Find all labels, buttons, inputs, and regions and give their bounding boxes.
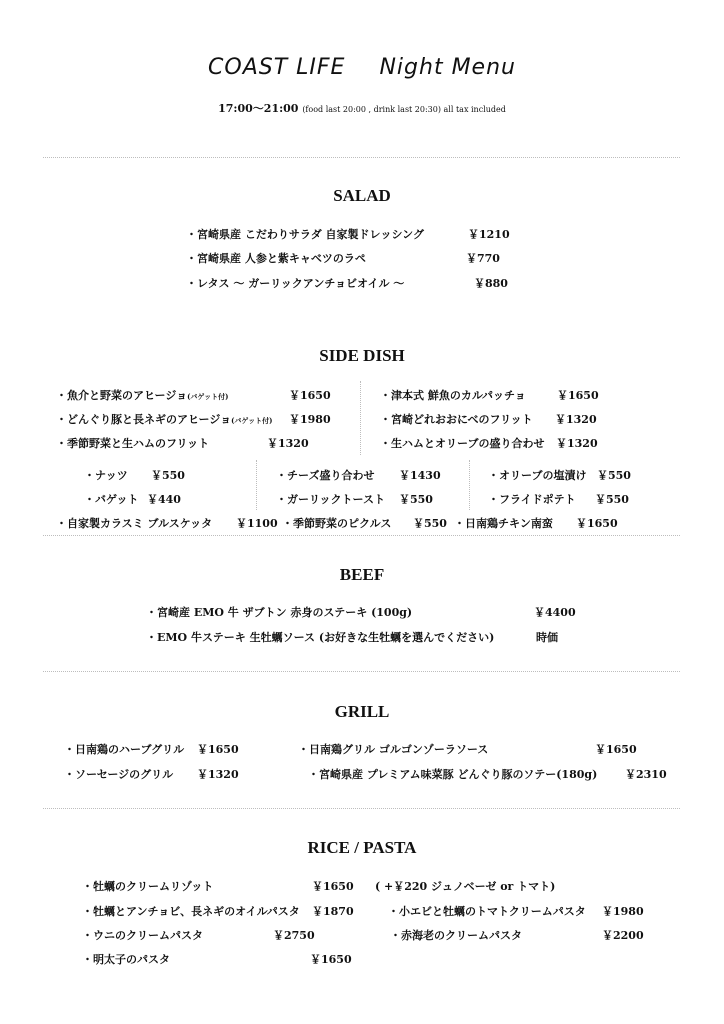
salad-item-name: ・宮崎県産 人参と紫キャベツのラペ: [186, 252, 366, 265]
side-item-price: ￥1980: [289, 413, 331, 426]
beef-item-name: ・EMO 牛ステーキ 生牡蠣ソース (お好きな生牡蠣を選んでください): [146, 631, 495, 644]
side-item-name: ・宮崎どれおおにべのフリット: [380, 413, 533, 426]
side-item-name: ・季節野菜と生ハムのフリット: [56, 437, 210, 450]
snack-item-price: ￥550: [597, 469, 631, 482]
grill-heading: GRILL: [334, 702, 390, 721]
grill-item-name: ・日南鶏グリル ゴルゴンゾーラソース: [298, 743, 489, 756]
hours-note: (food last 20:00 , drink last 20:30) all tax included: [302, 105, 506, 114]
pasta-item-name: ・ウニのクリームパスタ: [82, 929, 203, 942]
pasta-item-name: ・小エビと牡蠣のトマトクリームパスタ: [388, 905, 586, 918]
divider: [43, 671, 680, 672]
pasta-item-name: ・明太子のパスタ: [82, 953, 170, 966]
side-item-name: ・日南鶏チキン南蛮: [454, 517, 553, 530]
pasta-item-price: ￥1650: [310, 953, 352, 966]
column-divider: [256, 460, 257, 510]
pasta-item-name: ・牡蠣とアンチョビ、長ネギのオイルパスタ: [82, 905, 300, 918]
pasta-item-price: ￥1650: [312, 880, 354, 893]
pasta-item-price: ￥2200: [602, 929, 644, 942]
column-divider: [360, 381, 361, 455]
snack-item-price: ￥1430: [399, 469, 441, 482]
menu-name: Night Menu: [379, 55, 516, 80]
pasta-item-price: ￥2750: [273, 929, 315, 942]
grill-item-name: ・日南鶏のハーブグリル: [64, 743, 185, 756]
snack-item-price: ￥550: [595, 493, 629, 506]
pasta-item-name: ・牡蠣のクリームリゾット: [82, 880, 214, 893]
pasta-item-name: ・赤海老のクリームパスタ: [390, 929, 522, 942]
snack-item-price: ￥440: [147, 493, 181, 506]
snack-item-name: ・フライドポテト: [488, 493, 576, 506]
side-item-name: ・魚介と野菜のアヒージョ(バゲット付): [56, 389, 229, 402]
side-item-name: ・生ハムとオリーブの盛り合わせ: [380, 437, 545, 450]
side-item-price: ￥1650: [289, 389, 331, 402]
risotto-option: ( +￥220 ジュノベーゼ or トマト): [375, 880, 556, 893]
side-item-price: ￥1320: [555, 413, 597, 426]
divider: [43, 535, 680, 536]
rice-pasta-heading: RICE / PASTA: [307, 838, 417, 857]
salad-heading: SALAD: [333, 186, 391, 205]
side-item-price: ￥1650: [557, 389, 599, 402]
side-item-name: ・自家製カラスミ ブルスケッタ: [56, 517, 213, 530]
snack-item-price: ￥550: [151, 469, 185, 482]
salad-item-name: ・レタス ～ ガーリックアンチョビオイル ～: [186, 277, 405, 290]
grill-item-price: ￥1320: [197, 768, 239, 781]
grill-item-price: ￥1650: [595, 743, 637, 756]
beef-heading: BEEF: [339, 565, 385, 584]
side-item-name: ・津本式 鮮魚のカルパッチョ: [380, 389, 526, 402]
side-item-price: ￥1650: [576, 517, 618, 530]
salad-item-name: ・宮崎県産 こだわりサラダ 自家製ドレッシング: [186, 228, 424, 241]
divider: [43, 157, 680, 158]
snack-item-name: ・チーズ盛り合わせ: [276, 469, 375, 482]
grill-item-name: ・ソーセージのグリル: [64, 768, 174, 781]
divider: [43, 808, 680, 809]
salad-item-price: ￥770: [466, 252, 500, 265]
beef-item-price: 時価: [536, 631, 558, 644]
pasta-item-price: ￥1980: [602, 905, 644, 918]
grill-item-price: ￥2310: [625, 768, 667, 781]
side-item-price: ￥550: [413, 517, 447, 530]
pasta-item-price: ￥1870: [312, 905, 354, 918]
salad-item-price: ￥880: [474, 277, 508, 290]
side-item-name: ・季節野菜のピクルス: [282, 517, 392, 530]
grill-item-price: ￥1650: [197, 743, 239, 756]
opening-hours: [0, 100, 724, 116]
snack-item-price: ￥550: [399, 493, 433, 506]
side-item-price: ￥1320: [267, 437, 309, 450]
brand-name: COAST LIFE: [208, 55, 346, 80]
beef-item-price: ￥4400: [534, 606, 576, 619]
snack-item-name: ・バゲット: [84, 493, 139, 506]
hours-time: 17:00～21:00: [218, 102, 299, 115]
snack-item-name: ・ガーリックトースト: [276, 493, 386, 506]
beef-item-name: ・宮崎産 EMO 牛 ザブトン 赤身のステーキ (100g): [146, 606, 413, 619]
side-item-name: ・どんぐり豚と長ネギのアヒージョ(バゲット付): [56, 413, 273, 426]
side-item-price: ￥1320: [556, 437, 598, 450]
salad-item-price: ￥1210: [468, 228, 510, 241]
column-divider: [469, 460, 470, 510]
menu-title: [0, 55, 724, 80]
snack-item-name: ・ナッツ: [84, 469, 128, 482]
grill-item-name: ・宮崎県産 プレミアム味菜豚 どんぐり豚のソテー(180g): [308, 768, 598, 781]
snack-item-name: ・オリーブの塩漬け: [488, 469, 587, 482]
side-dish-heading: SIDE DISH: [319, 346, 405, 365]
side-item-price: ￥1100: [236, 517, 278, 530]
